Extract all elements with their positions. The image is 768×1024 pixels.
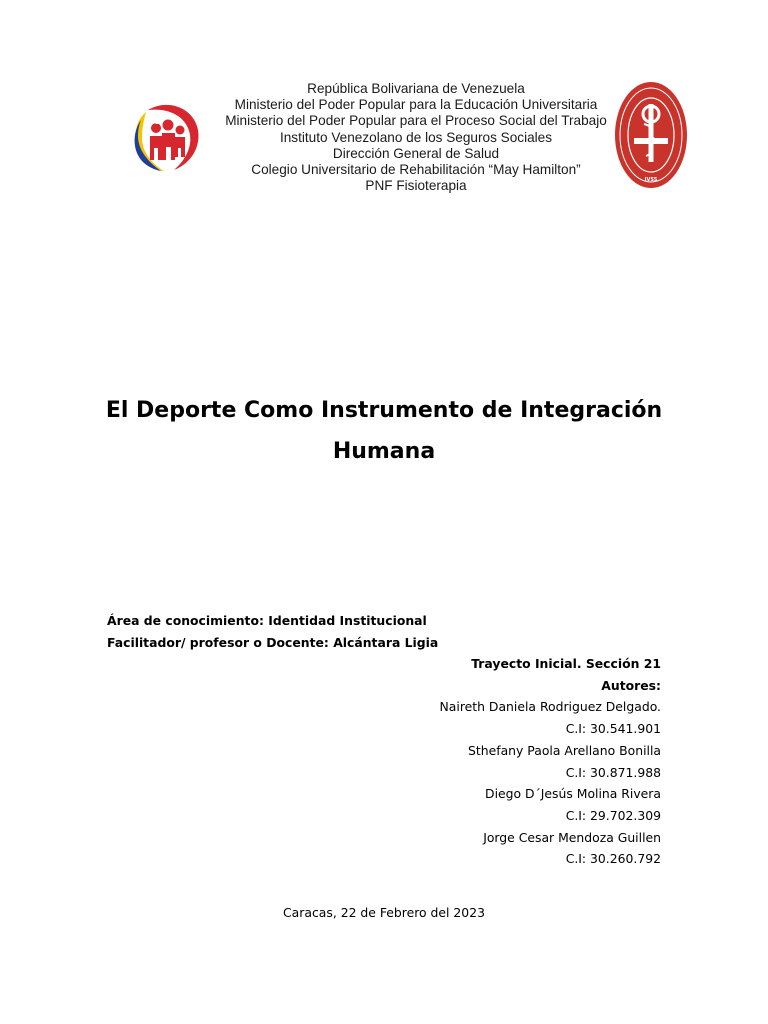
institution-header: [215, 81, 617, 194]
place-and-date: Caracas, 22 de Febrero del 2023: [283, 905, 485, 920]
header-line-ministry-education: Ministerio del Poder Popular para la Educación Universitaria: [234, 97, 598, 113]
author-ci: C.I: 30.541.901: [565, 721, 661, 737]
ivss-logo-text: IVSS: [144, 119, 160, 126]
author-name: Naireth Daniela Rodriguez Delgado.: [439, 699, 661, 715]
document-title: [90, 390, 678, 472]
header-line-health-direction: Dirección General de Salud: [332, 145, 500, 161]
course-info: [107, 610, 438, 653]
college-seal-icon: [614, 80, 688, 190]
seal-bottom-text: IVSS: [644, 177, 658, 183]
title-line-2: Humana: [332, 439, 436, 464]
author-ci: C.I: 29.702.309: [565, 807, 661, 823]
header-line-republic: República Bolivariana de Venezuela: [307, 81, 525, 96]
ivss-logo-icon: [128, 100, 202, 174]
header-line-ministry-labor: Ministerio del Poder Popular para el Proceso Social del Trabajo: [225, 113, 607, 129]
author-name: Jorge Cesar Mendoza Guillen: [483, 829, 661, 845]
authors-label: Autores:: [601, 677, 661, 693]
author-name: Sthefany Paola Arellano Bonilla: [468, 742, 661, 758]
title-line-1: El Deporte Como Instrumento de Integración: [105, 398, 663, 423]
facilitator: Facilitador/ profesor o Docente: Alcántara Ligia: [107, 634, 439, 650]
authors-block: [440, 653, 661, 870]
author-name: Diego D´Jesús Molina Rivera: [485, 786, 661, 802]
header-line-program: PNF Fisioterapia: [365, 178, 467, 194]
header-line-college: Colegio Universitario de Rehabilitación “May Hamilton”: [251, 162, 581, 178]
trayecto-section: Trayecto Inicial. Sección 21: [471, 656, 661, 671]
author-ci: C.I: 30.260.792: [565, 851, 661, 867]
knowledge-area: Área de conocimiento: Identidad Institucional: [107, 613, 427, 628]
header-line-institute: Instituto Venezolano de los Seguros Sociales: [279, 129, 553, 145]
author-ci: C.I: 30.871.988: [565, 764, 661, 780]
